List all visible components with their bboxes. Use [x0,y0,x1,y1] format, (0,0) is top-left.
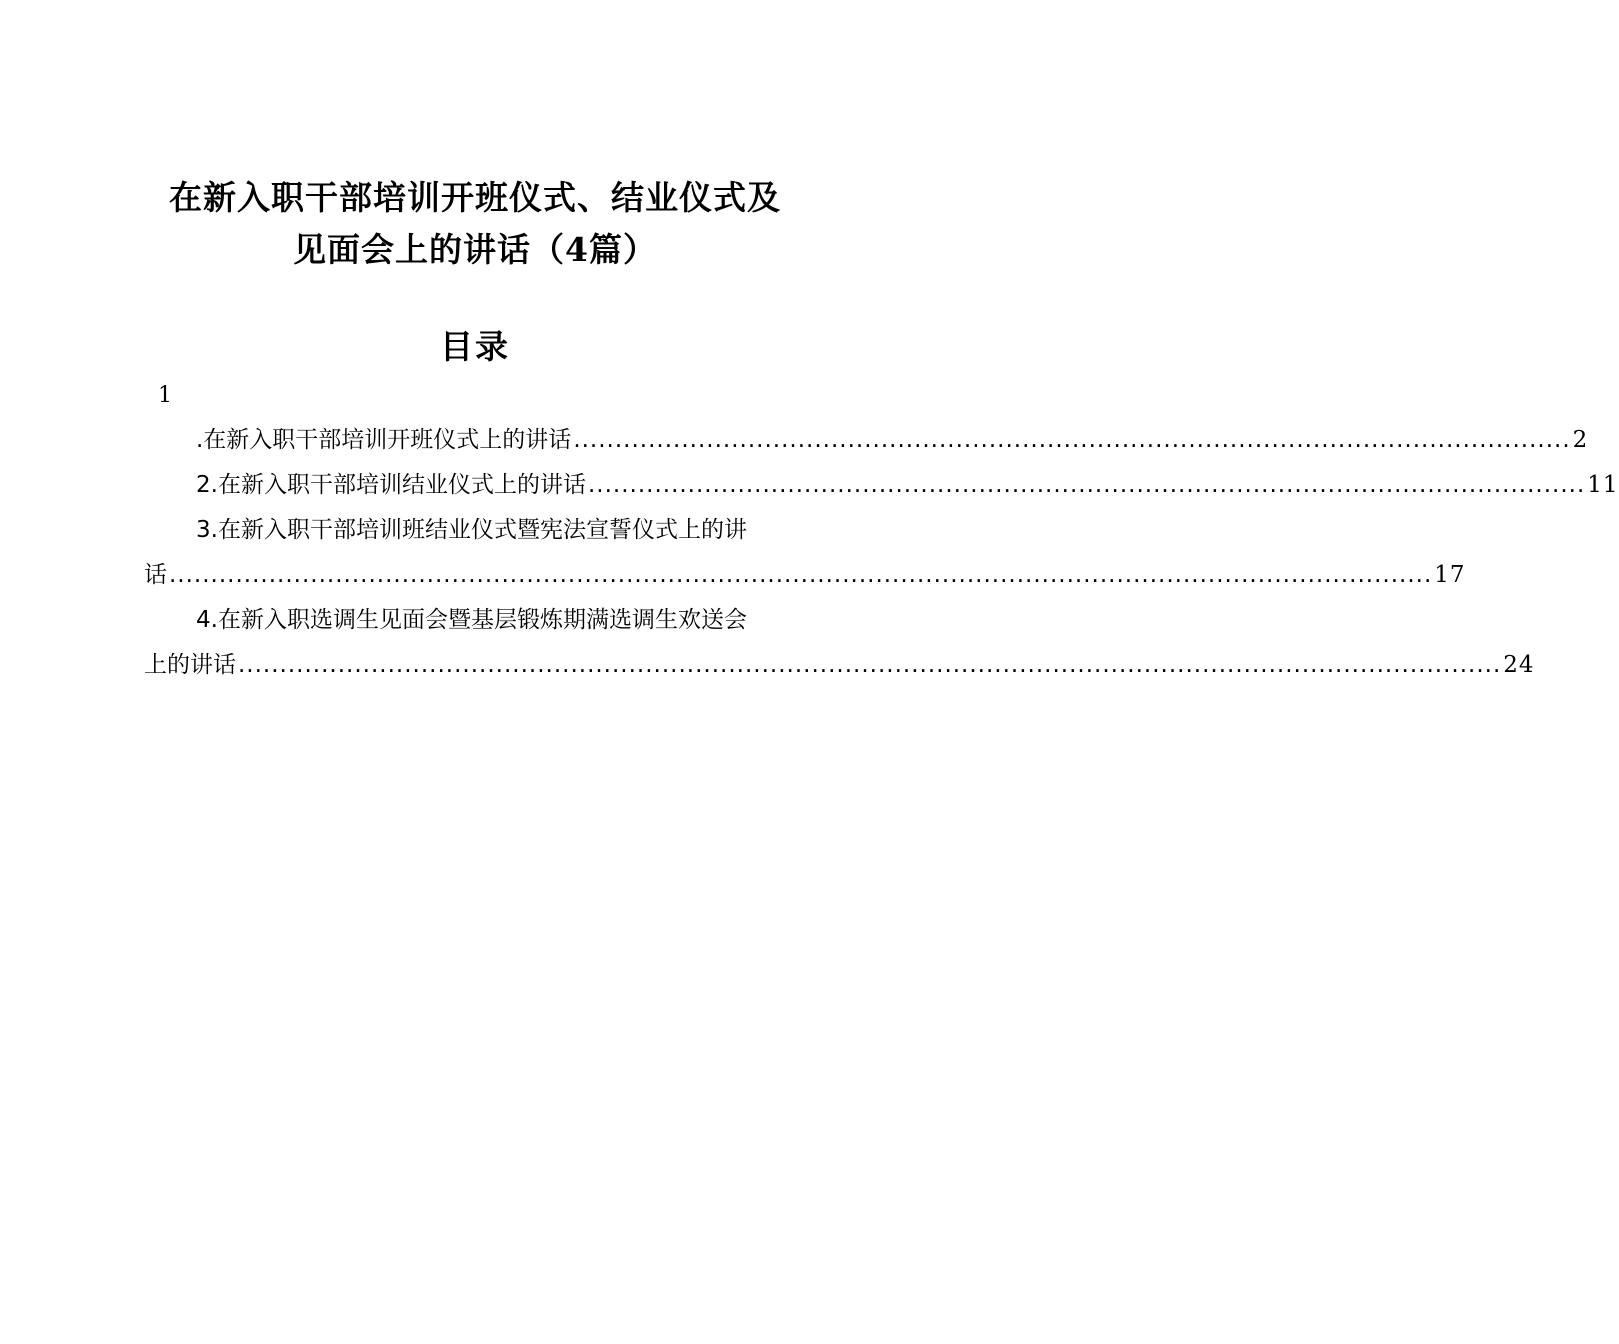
toc-entry-2-leader: ........................................................................................................................ [587,472,1586,498]
toc-entry-2-title: 2.在新入职干部培训结业仪式上的讲话 [196,472,586,498]
toc-heading: 目录 [440,327,510,366]
toc-entry-3-line-2[interactable] [144,558,1466,592]
toc-entry-3-leader: ........................................................................................................................................................ [169,562,1433,588]
toc-entry-4-leader: ........................................................................................................................................................ [238,652,1502,678]
toc-entry-4-line-1[interactable] [196,603,806,637]
toc-entry-3-title: 3.在新入职干部培训班结业仪式暨宪法宣誓仪式上的讲 [196,517,747,543]
document-title-line-1: 在新入职干部培训开班仪式、结业仪式及 [169,178,781,217]
document-title-line-2: 见面会上的讲话（4篇） [293,230,657,269]
toc-entry-3-page: 17 [1434,562,1466,588]
toc-entry-1-page: 2 [1572,427,1589,453]
toc-entry-4-line-2[interactable] [144,648,1535,682]
toc-entry-2-page: 11 [1587,472,1619,498]
toc-entry-3-title-cont: 话 [144,562,167,588]
toc-entry-1-leader: ........................................................................................................................ [573,427,1571,453]
toc-entry-1-number: 1 [158,383,172,408]
toc-entry-4-page: 24 [1503,652,1535,678]
toc-entry-1[interactable] [196,423,1589,457]
toc-entry-4-title-cont: 上的讲话 [144,652,236,678]
toc-entry-2[interactable] [196,468,1619,502]
toc-entry-4-title: 4.在新入职选调生见面会暨基层锻炼期满选调生欢送会 [196,607,747,633]
toc-entry-3-line-1[interactable] [196,513,806,547]
toc-entry-1-title: .在新入职干部培训开班仪式上的讲话 [196,427,572,453]
